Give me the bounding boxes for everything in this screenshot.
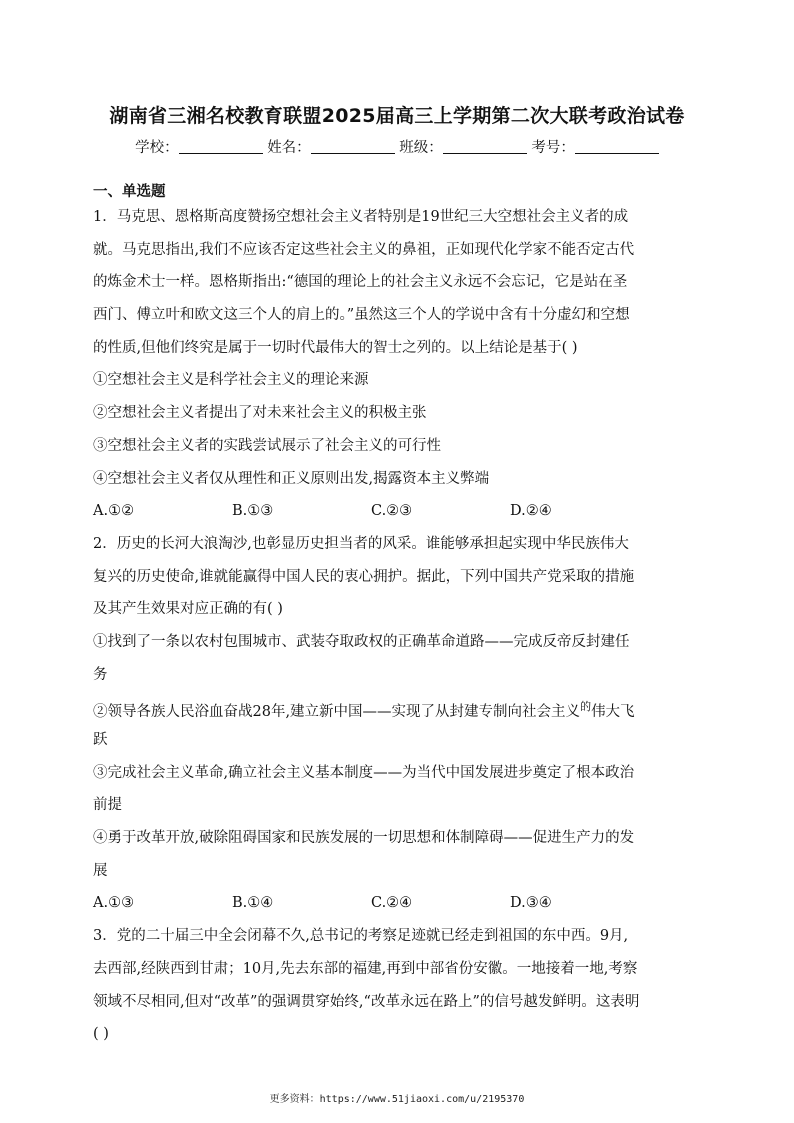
q2-statement [93,691,698,724]
q1-stem-line: 1．马克思、恩格斯高度赞扬空想社会主义者特别是19世纪三大空想社会主义者的成 [93,209,629,225]
q1-option-a[interactable]: A.①② [93,503,135,520]
exam-number-blank[interactable] [575,139,659,154]
q2-statement-cont: 务 [93,666,108,683]
q2-stem-line: 复兴的历史使命,谁就能赢得中国人民的衷心拥护。据此，下列中国共产党采取的措施 [93,568,635,585]
q1-stem-line: 西门、傅立叶和欧文这三个人的肩上的。”虽然这三个人的学说中含有十分虚幻和空想 [93,307,630,324]
q2-statement: ①找到了一条以农村包围城市、武装夺取政权的正确革命道路——完成反帝反封建任 [93,633,630,650]
q1-stem-line: 就。马克思指出,我们不应该否定这些社会主义的鼻祖，正如现代化学家不能否定古代 [93,241,635,258]
q1-statement: ①空想社会主义是科学社会主义的理论来源 [93,372,369,389]
section-heading: 一、单选题 [93,184,166,200]
q2-option-d[interactable]: D.③④ [510,895,552,912]
school-label: 学校： [135,140,179,156]
school-blank[interactable] [179,139,263,154]
q3-stem-line: 3．党的二十届三中全会闭幕不久,总书记的考察足迹就已经走到祖国的东中西。9月, [93,928,629,945]
q2-statement-part: 伟大飞 [591,704,635,721]
q1-statement: ③空想社会主义者的实践尝试展示了社会主义的可行性 [93,437,441,454]
name-label: 姓名： [267,140,311,156]
q1-stem-line: 的炼金术士一样。恩格斯指出:“德国的理论上的社会主义永远不会忘记，它是站在圣 [93,274,628,291]
q3-stem-line: ( ) [93,1026,109,1043]
exam-number-label: 考号： [531,140,575,156]
student-info-line [0,136,794,157]
class-blank[interactable] [443,139,527,154]
q2-option-c[interactable]: C.②④ [371,895,413,912]
q1-option-d[interactable]: D.②④ [510,503,552,520]
q2-statement: ③完成社会主义革命,确立社会主义基本制度——为当代中国发展进步奠定了根本政治 [93,764,635,781]
q1-options [93,495,698,528]
q1-stem-line: 的性质,但他们终究是属于一切时代最伟大的智士之列的。以上结论是基于( ) [93,339,578,356]
name-blank[interactable] [311,139,395,154]
q2-options [93,887,698,920]
q2-statement-part: ②领导各族人民浴血奋战28年,建立新中国——实现了从封建专制向社会主义 [93,704,581,721]
footer-link[interactable]: 更多资料：https://www.51jiaoxi.com/u/2195370 [269,1094,525,1105]
q2-stem-line: 2．历史的长河大浪淘沙,也彰显历史担当者的风采。谁能够承担起实现中华民族伟大 [93,535,629,552]
class-label: 班级： [399,140,443,156]
q2-statement-cont: 跃 [93,732,108,748]
q3-stem-line: 去西部,经陕西到甘肃；10月,先去东部的福建,再到中部省份安徽。一地接着一地,考察 [93,960,638,977]
q3-stem-line: 领域不尽相同,但对“改革”的强调贯穿始终,“改革永远在路上”的信号越发鲜明。这表明 [93,993,640,1010]
q1-option-b[interactable]: B.①③ [232,503,274,520]
q1-statement: ④空想社会主义者仅从理性和正义原则出发,揭露资本主义弊端 [93,470,490,487]
q2-option-a[interactable]: A.①③ [93,895,135,912]
question-body [93,201,698,1051]
q1-option-c[interactable]: C.②③ [371,503,413,520]
q2-statement: ④勇于改革开放,破除阻碍国家和民族发展的一切思想和体制障碍——促进生产力的发 [93,830,635,847]
q2-stem-line: 及其产生效果对应正确的有( ) [93,601,283,618]
q2-option-b[interactable]: B.①④ [232,895,274,912]
q2-statement-cont: 前提 [93,797,122,814]
q2-statement-superscript: 的 [580,700,592,714]
q2-statement-cont: 展 [93,862,108,879]
exam-title: 湖南省三湘名校教育联盟2025届高三上学期第二次大联考政治试卷 [109,105,685,127]
q1-statement: ②空想社会主义者提出了对未来社会主义的积极主张 [93,405,427,422]
